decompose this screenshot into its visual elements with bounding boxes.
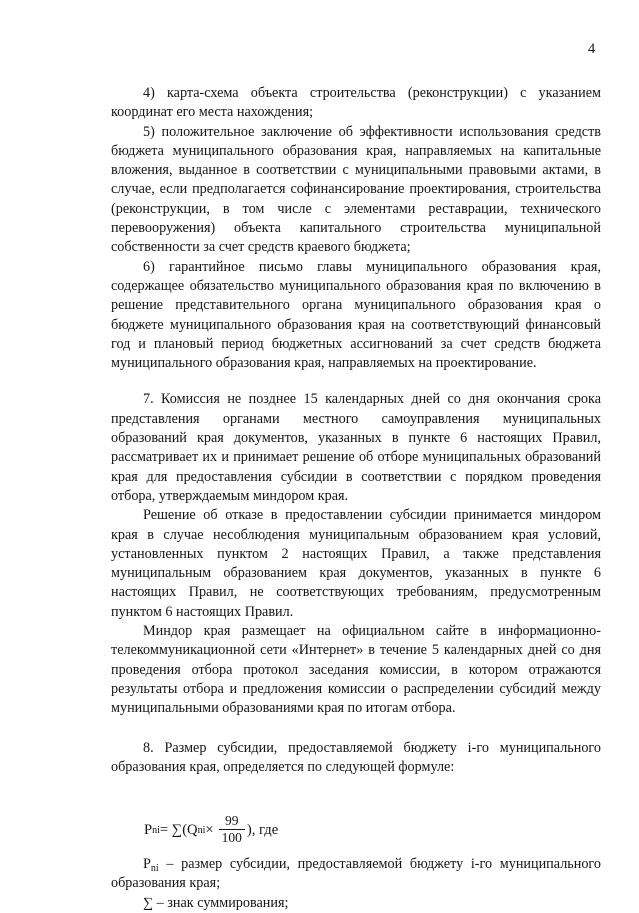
fraction-denominator: 100 <box>219 829 245 846</box>
refusal-paragraph: Решение об отказе в предоставлении субсидии принимается миндором края в случае несоблюдения муниципальным образованием края условий, установленных пунктом 2 настоящих Правил, а также представления муниципальным образованием края документов, указанных в пункте 6 настоящих Правил, не соответствующих требованиям, предусмотренным пунктом 6 настоящих Правил. <box>111 507 601 620</box>
definition-p <box>111 855 601 894</box>
formula-fraction <box>219 813 245 846</box>
formula-sum: = ∑(Q <box>159 822 198 839</box>
document-body <box>111 84 601 913</box>
publication-paragraph: Миндор края размещает на официальном сайте в информационно-телекоммуникационной сети «Интернет» в течение 5 календарных дней со дня проведения отбора протокол заседания комиссии, в котором отражаются результаты отбора и предложения комиссии о распределении субсидий между муниципальными образованиями края по итогам отбора. <box>111 623 601 717</box>
formula-lhs: P <box>144 822 153 839</box>
formula-tail: ), где <box>246 822 279 839</box>
section-8-paragraph: 8. Размер субсидии, предоставляемой бюджету i-го муниципального образования края, определяется по следующей формуле: <box>111 739 601 775</box>
list-item-6: 6) гарантийное письмо главы муниципального образования края, содержащее обязательство муниципального образования края по включению в решение представительного органа муниципального образования края о бюджете муниципального образования края на соответствующий финансовый год и плановый период бюджетных ассигнований за счет средств бюджета муниципального образования края, направляемых на проектирование. <box>111 258 601 372</box>
section-7-paragraph: 7. Комиссия не позднее 15 календарных дней со дня окончания срока представления органами местного самоуправления муниципальных образований края документов, указанных в пункте 6 настоящих Правил, рассматривает их и принимает решение об отборе муниципальных образований края для предоставления субсидии в соответствии с порядком проведения отбора, утверждаемым миндором края. <box>111 391 601 504</box>
definition-p-subscript: ni <box>150 863 159 875</box>
fraction-numerator: 99 <box>224 812 239 828</box>
subsidy-formula: P ni = ∑(Q ni × $\frac{99}{100}$ ), где <box>144 812 279 845</box>
formula-definitions <box>111 855 601 913</box>
list-item-5: 5) положительное заключение об эффективности использования средств бюджета муниципального образования края, направляемых на капитальные вложения, выданное в соответствии с муниципальными правовыми актами, в случае, если предполагается софинансирование проектирования, строительства (реконструкции, в том числе с элементами реставрации, технического перевооружения) объекта капитального строительства муниципальной собственности за счет средств краевого бюджета; <box>111 123 601 256</box>
list-item-4: 4) карта-схема объекта строительства (реконструкции) с указанием координат его места нахождения; <box>111 85 601 121</box>
page-number: 4 <box>588 41 596 57</box>
definition-p-symbol: P <box>143 856 151 873</box>
definition-sum: ∑ – знак суммирования; <box>143 894 289 911</box>
formula-times: × <box>205 822 214 839</box>
definition-p-text: – размер субсидии, предоставляемой бюджету i-го муниципального образования края; <box>111 856 601 892</box>
